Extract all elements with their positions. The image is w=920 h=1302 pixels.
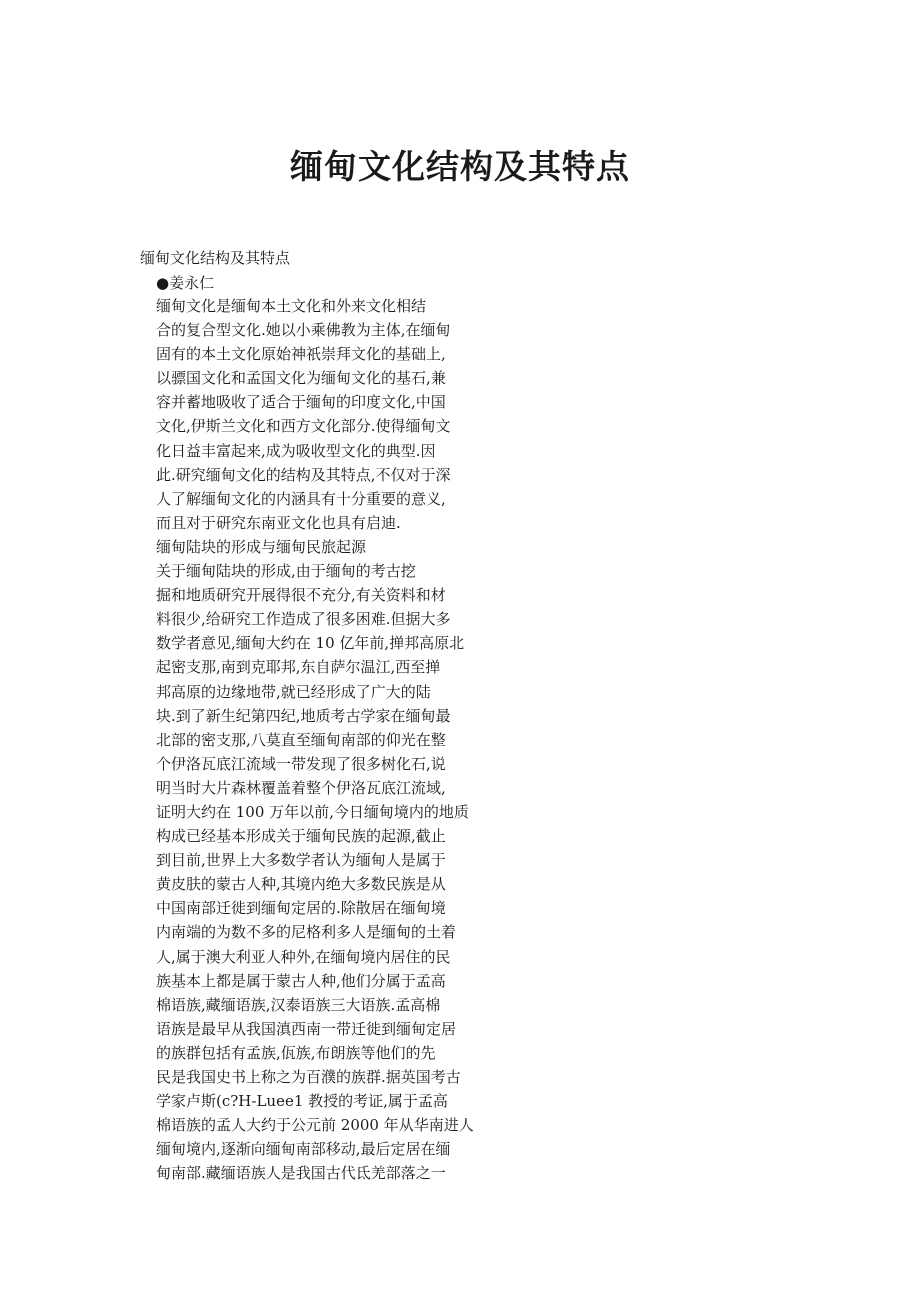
body-text-line: 棉语族,藏缅语族,汉泰语族三大语族.孟高棉 [156,995,441,1014]
body-text-line: 到目前,世界上大多数学者认为缅甸人是属于 [156,851,446,870]
body-text-line: 内南端的为数不多的尼格利多人是缅甸的土着 [156,923,457,942]
body-text-line: 以骠国文化和孟国文化为缅甸文化的基石,兼 [156,369,446,388]
body-text-line: 语族是最早从我国滇西南一带迁徙到缅甸定居 [156,1019,457,1038]
body-text-line: 族基本上都是属于蒙古人种,他们分属于孟高 [156,971,446,990]
body-text-line: 化日益丰富起来,成为吸收型文化的典型.因 [156,441,436,460]
body-text-line: 个伊洛瓦底江流域一带发现了很多树化石,说 [156,754,446,773]
body-text-line: 缅甸境内,逐渐向缅甸南部移动,最后定居在缅 [156,1140,451,1159]
article-body [156,294,474,1185]
body-text-line: 文化,伊斯兰文化和西方文化部分.使得缅甸文 [156,417,451,436]
body-text-line: 民是我国史书上称之为百濮的族群.据英国考古 [156,1068,461,1086]
body-text-line: 固有的本土文化原始神祇崇拜文化的基础上, [156,345,446,364]
body-text-line: 邦高原的边缘地带,就已经形成了广大的陆 [156,682,431,701]
body-text-line: 缅甸陆块的形成与缅甸民旅起源 [156,537,367,556]
body-text-line: 而且对于研究东南亚文化也具有启迪. [156,513,401,532]
body-text-line: 中国南部迁徙到缅甸定居的.除散居在缅甸境 [156,899,446,918]
body-text-line: 棉语族的孟人大约于公元前 2000 年从华南进人 [156,1116,474,1135]
body-text-line: 关于缅甸陆块的形成,由于缅甸的考古挖 [156,562,416,581]
article-author: ●姜永仁 [156,274,215,292]
body-text-line: 人了解缅甸文化的内涵具有十分重要的意义, [156,489,446,508]
article-subtitle: 缅甸文化结构及其特点 [140,249,291,267]
body-text-line: 数学者意见,缅甸大约在 10 亿年前,掸邦高原北 [156,634,465,653]
document-title: 缅甸文化结构及其特点 [290,147,630,186]
body-text-line: 的族群包括有孟族,佤族,布朗族等他们的先 [156,1043,436,1062]
body-text-line: 料很少,给研究工作造成了很多困难.但据大多 [156,610,451,629]
body-text-line: 北部的密支那,八莫直至缅甸南部的仰光在整 [156,730,446,749]
body-text-line: 容并蓄地吸收了适合于缅甸的印度文化,中国 [156,393,446,412]
body-text-line: 掘和地质研究开展得很不充分,有关资料和材 [156,586,446,605]
body-text-line: 甸南部.藏缅语族人是我国古代氐羌部落之一 [156,1164,446,1183]
body-text-line: 人,属于澳大利亚人种外,在缅甸境内居住的民 [156,947,451,966]
body-text-line: 构成已经基本形成关于缅甸民族的起源,截止 [156,827,446,846]
body-text-line: 证明大约在 100 万年以前,今日缅甸境内的地质 [156,802,469,821]
body-text-line: 学家卢斯(c?H-Luee1 教授的考证,属于孟高 [156,1092,448,1111]
body-text-line: 合的复合型文化.她以小乘佛教为主体,在缅甸 [156,321,451,340]
body-text-line: 黄皮肤的蒙古人种,其境内绝大多数民族是从 [156,875,446,894]
body-text-line: 块.到了新生纪第四纪,地质考古学家在缅甸最 [156,706,451,725]
body-text-line: 明当时大片森林覆盖着整个伊洛瓦底江流域, [156,778,446,797]
body-text-line: 此.研究缅甸文化的结构及其特点,不仅对于深 [156,465,451,484]
body-text-line: 缅甸文化是缅甸本土文化和外来文化相结 [156,297,427,315]
body-text-line: 起密支那,南到克耶邦,东自萨尔温江,西至掸 [156,658,441,677]
